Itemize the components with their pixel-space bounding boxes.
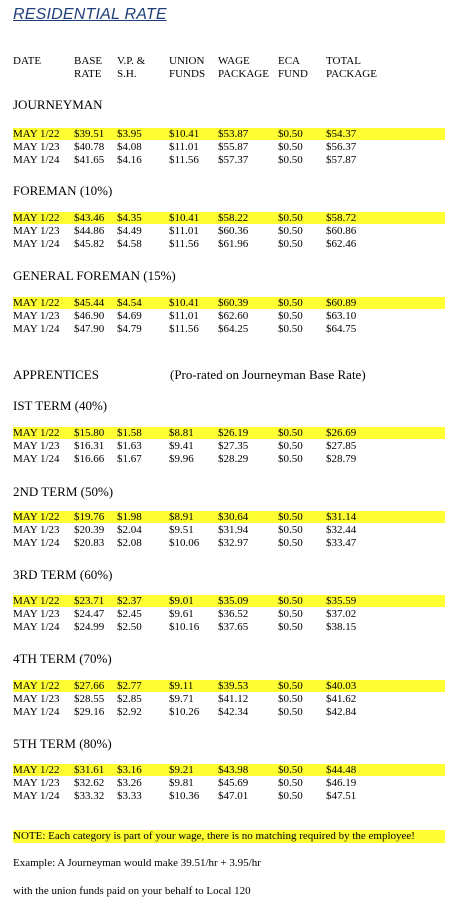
cell-total-package: $57.87 [326,154,357,166]
cell-vp-sh: $4.58 [117,238,142,250]
rate-row [13,777,459,789]
cell-union-funds: $11.56 [169,238,199,250]
cell-date: MAY 1/24 [13,706,60,718]
cell-total-package: $64.75 [326,323,357,335]
cell-base-rate: $23.71 [74,595,105,607]
section-title: 3RD TERM (60%) [13,567,113,582]
rate-row [13,453,459,465]
cell-eca-fund: $0.50 [278,537,303,549]
cell-wage-package: $61.96 [218,238,249,250]
cell-date: MAY 1/22 [13,680,60,692]
cell-union-funds: $9.71 [169,693,194,705]
rate-row [13,764,445,776]
rate-row [13,511,445,523]
cell-wage-package: $60.36 [218,225,249,237]
cell-base-rate: $27.66 [74,680,105,692]
cell-union-funds: $11.56 [169,323,199,335]
cell-base-rate: $16.66 [74,453,105,465]
cell-vp-sh: $2.37 [117,595,142,607]
cell-date: MAY 1/22 [13,764,60,776]
rate-row [13,154,459,166]
cell-total-package: $62.46 [326,238,357,250]
cell-wage-package: $55.87 [218,141,249,153]
header-wage-package: WAGE PACKAGE [218,55,269,80]
cell-date: MAY 1/22 [13,427,60,439]
cell-vp-sh: $2.85 [117,693,142,705]
rate-row [13,537,459,549]
cell-vp-sh: $1.63 [117,440,142,452]
cell-base-rate: $16.31 [74,440,105,452]
cell-total-package: $58.72 [326,212,357,224]
header-eca-fund: ECA FUND [278,55,308,80]
rate-row [13,310,459,322]
cell-base-rate: $24.47 [74,608,105,620]
cell-wage-package: $37.65 [218,621,249,633]
cell-eca-fund: $0.50 [278,297,303,309]
cell-total-package: $60.86 [326,225,357,237]
cell-date: MAY 1/24 [13,154,60,166]
cell-total-package: $63.10 [326,310,357,322]
cell-union-funds: $9.41 [169,440,194,452]
cell-union-funds: $8.91 [169,511,194,523]
cell-total-package: $28.79 [326,453,357,465]
section-title: IST TERM (40%) [13,398,108,413]
cell-wage-package: $60.39 [218,297,249,309]
cell-union-funds: $10.41 [169,212,200,224]
header-base-rate: BASE RATE [74,55,103,80]
cell-base-rate: $33.32 [74,790,105,802]
cell-total-package: $40.03 [326,680,357,692]
cell-base-rate: $24.99 [74,621,105,633]
rate-row [13,706,459,718]
cell-union-funds: $11.56 [169,154,199,166]
page-title: RESIDENTIAL RATE [13,6,167,23]
cell-eca-fund: $0.50 [278,621,303,633]
cell-vp-sh: $2.45 [117,608,142,620]
cell-union-funds: $9.11 [169,680,194,692]
rate-row [13,693,459,705]
cell-wage-package: $32.97 [218,537,249,549]
cell-eca-fund: $0.50 [278,595,303,607]
cell-vp-sh: $4.79 [117,323,142,335]
cell-union-funds: $9.61 [169,608,194,620]
cell-union-funds: $10.41 [169,128,200,140]
cell-base-rate: $28.55 [74,693,105,705]
cell-total-package: $33.47 [326,537,357,549]
cell-vp-sh: $1.58 [117,427,142,439]
cell-eca-fund: $0.50 [278,154,303,166]
cell-vp-sh: $4.35 [117,212,142,224]
cell-vp-sh: $3.95 [117,128,142,140]
cell-total-package: $27.85 [326,440,357,452]
cell-wage-package: $26.19 [218,427,249,439]
rate-row [13,238,459,250]
cell-date: MAY 1/23 [13,524,60,536]
cell-vp-sh: $1.67 [117,453,142,465]
cell-vp-sh: $2.92 [117,706,142,718]
cell-eca-fund: $0.50 [278,212,303,224]
cell-eca-fund: $0.50 [278,225,303,237]
cell-union-funds: $10.36 [169,790,200,802]
cell-wage-package: $45.69 [218,777,249,789]
cell-wage-package: $31.94 [218,524,249,536]
cell-eca-fund: $0.50 [278,511,303,523]
cell-date: MAY 1/24 [13,323,60,335]
cell-vp-sh: $2.08 [117,537,142,549]
cell-base-rate: $46.90 [74,310,105,322]
cell-eca-fund: $0.50 [278,128,303,140]
cell-eca-fund: $0.50 [278,238,303,250]
cell-eca-fund: $0.50 [278,310,303,322]
cell-base-rate: $45.82 [74,238,105,250]
cell-union-funds: $9.81 [169,777,194,789]
cell-date: MAY 1/23 [13,693,60,705]
cell-union-funds: $9.51 [169,524,194,536]
cell-eca-fund: $0.50 [278,693,303,705]
cell-wage-package: $53.87 [218,128,249,140]
cell-eca-fund: $0.50 [278,427,303,439]
rate-row [13,225,459,237]
cell-base-rate: $20.83 [74,537,105,549]
example-line-2: with the union funds paid on your behalf to Local 120 [13,885,251,897]
cell-base-rate: $40.78 [74,141,105,153]
cell-union-funds: $10.16 [169,621,200,633]
cell-total-package: $60.89 [326,297,357,309]
cell-wage-package: $28.29 [218,453,249,465]
cell-wage-package: $35.09 [218,595,249,607]
cell-date: MAY 1/22 [13,128,60,140]
section-title: 4TH TERM (70%) [13,651,112,666]
cell-total-package: $38.15 [326,621,357,633]
cell-base-rate: $32.62 [74,777,105,789]
rate-row [13,595,445,607]
header-union-funds: UNION FUNDS [169,55,206,80]
rate-row [13,427,445,439]
cell-total-package: $42.84 [326,706,357,718]
rate-row [13,212,445,224]
example-line-1: Example: A Journeyman would make 39.51/hr + 3.95/hr [13,857,261,869]
cell-total-package: $44.48 [326,764,357,776]
header-total-package: TOTAL PACKAGE [326,55,377,80]
rate-row [13,297,445,309]
cell-date: MAY 1/22 [13,212,60,224]
cell-eca-fund: $0.50 [278,777,303,789]
cell-base-rate: $41.65 [74,154,105,166]
cell-base-rate: $19.76 [74,511,105,523]
cell-date: MAY 1/23 [13,310,60,322]
rate-row [13,621,459,633]
cell-union-funds: $10.06 [169,537,200,549]
rate-row [13,440,459,452]
cell-wage-package: $57.37 [218,154,249,166]
cell-wage-package: $43.98 [218,764,249,776]
cell-total-package: $31.14 [326,511,357,523]
cell-vp-sh: $4.49 [117,225,142,237]
cell-date: MAY 1/24 [13,238,60,250]
cell-union-funds: $11.01 [169,310,199,322]
cell-date: MAY 1/22 [13,297,60,309]
cell-base-rate: $15.80 [74,427,105,439]
cell-date: MAY 1/23 [13,777,60,789]
cell-vp-sh: $2.04 [117,524,142,536]
cell-vp-sh: $4.08 [117,141,142,153]
cell-union-funds: $9.96 [169,453,194,465]
cell-base-rate: $44.86 [74,225,105,237]
cell-date: MAY 1/23 [13,608,60,620]
section-title: JOURNEYMAN [13,97,103,112]
cell-eca-fund: $0.50 [278,524,303,536]
cell-eca-fund: $0.50 [278,323,303,335]
cell-date: MAY 1/23 [13,225,60,237]
cell-union-funds: $8.81 [169,427,194,439]
cell-total-package: $41.62 [326,693,357,705]
cell-vp-sh: $4.54 [117,297,142,309]
cell-union-funds: $10.41 [169,297,200,309]
cell-wage-package: $58.22 [218,212,249,224]
cell-vp-sh: $2.77 [117,680,142,692]
cell-date: MAY 1/22 [13,595,60,607]
cell-vp-sh: $3.33 [117,790,142,802]
cell-wage-package: $62.60 [218,310,249,322]
section-title: 2ND TERM (50%) [13,484,114,499]
rate-row [13,680,445,692]
cell-date: MAY 1/24 [13,537,60,549]
cell-union-funds: $9.21 [169,764,194,776]
section-title: 5TH TERM (80%) [13,736,112,751]
cell-wage-package: $27.35 [218,440,249,452]
cell-eca-fund: $0.50 [278,706,303,718]
cell-wage-package: $42.34 [218,706,249,718]
header-date: DATE [13,55,42,67]
rate-row [13,608,459,620]
cell-wage-package: $36.52 [218,608,249,620]
cell-base-rate: $39.51 [74,128,105,140]
cell-vp-sh: $4.69 [117,310,142,322]
cell-vp-sh: $3.16 [117,764,142,776]
rate-row [13,323,459,335]
note-banner: NOTE: Each category is part of your wage, there is no matching required by the employee! [13,830,445,843]
cell-vp-sh: $2.50 [117,621,142,633]
cell-total-package: $46.19 [326,777,357,789]
header-vp-sh: V.P. & S.H. [117,55,146,80]
cell-eca-fund: $0.50 [278,680,303,692]
cell-vp-sh: $4.16 [117,154,142,166]
cell-union-funds: $11.01 [169,225,199,237]
cell-eca-fund: $0.50 [278,453,303,465]
cell-total-package: $35.59 [326,595,357,607]
cell-base-rate: $29.16 [74,706,105,718]
cell-date: MAY 1/24 [13,790,60,802]
cell-base-rate: $47.90 [74,323,105,335]
cell-vp-sh: $3.26 [117,777,142,789]
cell-total-package: $56.37 [326,141,357,153]
rate-row [13,128,445,140]
cell-total-package: $47.51 [326,790,357,802]
cell-base-rate: $45.44 [74,297,105,309]
cell-eca-fund: $0.50 [278,608,303,620]
cell-wage-package: $41.12 [218,693,249,705]
cell-date: MAY 1/23 [13,440,60,452]
cell-union-funds: $11.01 [169,141,199,153]
rate-row [13,141,459,153]
cell-eca-fund: $0.50 [278,790,303,802]
section-title: FOREMAN (10%) [13,183,113,198]
cell-wage-package: $30.64 [218,511,249,523]
rate-row [13,524,459,536]
rate-row [13,790,459,802]
cell-base-rate: $43.46 [74,212,105,224]
cell-base-rate: $31.61 [74,764,105,776]
cell-wage-package: $64.25 [218,323,249,335]
cell-eca-fund: $0.50 [278,141,303,153]
cell-wage-package: $47.01 [218,790,249,802]
cell-date: MAY 1/23 [13,141,60,153]
cell-total-package: $54.37 [326,128,357,140]
cell-eca-fund: $0.50 [278,764,303,776]
cell-date: MAY 1/24 [13,453,60,465]
cell-date: MAY 1/24 [13,621,60,633]
cell-union-funds: $10.26 [169,706,200,718]
apprentices-heading: APPRENTICES [13,367,99,382]
cell-total-package: $37.02 [326,608,357,620]
cell-vp-sh: $1.98 [117,511,142,523]
cell-eca-fund: $0.50 [278,440,303,452]
cell-date: MAY 1/22 [13,511,60,523]
section-title: GENERAL FOREMAN (15%) [13,268,176,283]
cell-base-rate: $20.39 [74,524,105,536]
apprentices-note: (Pro-rated on Journeyman Base Rate) [170,367,366,382]
cell-total-package: $32.44 [326,524,357,536]
cell-union-funds: $9.01 [169,595,194,607]
cell-total-package: $26.69 [326,427,357,439]
cell-wage-package: $39.53 [218,680,249,692]
